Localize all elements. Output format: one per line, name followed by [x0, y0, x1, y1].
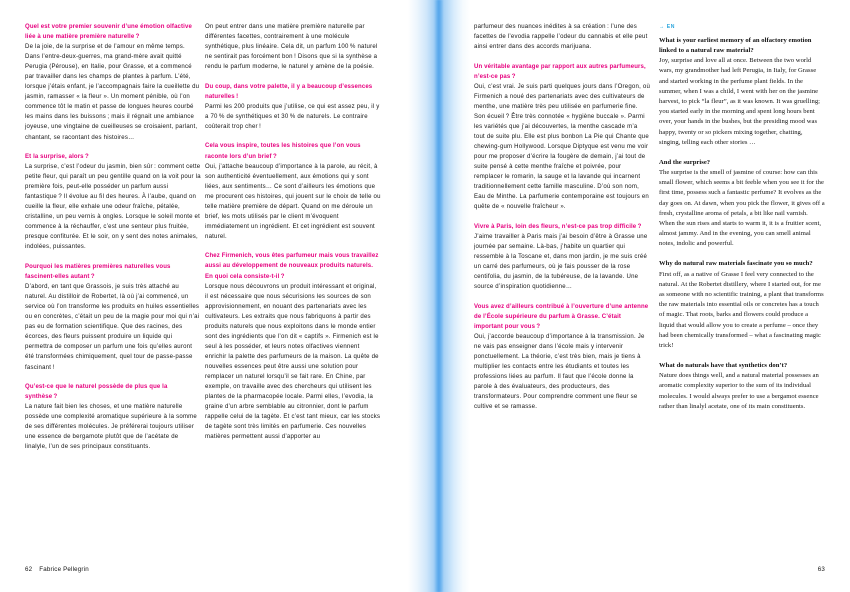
answer-text: J’aime travailler à Paris mais j’ai besoin d’être à Grasse une journée par semaine. Là-bas, j’habite un quartier qui ressemble à la Toscane et, dans mon jardin, je me suis créé un carré des parfumeurs, où je fais pousser de la rose centifolia, du jasmin, de la tubéreuse, de la lavande. Une source d’inspiration quotidienne… [474, 233, 648, 291]
answer-text-en: Joy, surprise and love all at once. Between the two world wars, my grandmother had left Perugia, in Italy, for Grasse and started working in the perfume plant fields. In the summer, when I was a child, I went with her on the jasmine harvest, to pick “la fleur”, as it was known. It was gruelling; you started early in the morning and spent long hours bent over, your hands in the bushes, but the presiding mood was happy, twenty or so pickers mixing together, chatting, singing, telling each other stories … [659, 57, 821, 146]
answer-text: Lorsque nous découvrons un produit intéressant et original, il est nécessaire que nous sécurisions les sources de son approvisionnement, en nouant des partenariats avec les cultivateurs. Les extraits que nous fabriquons à partir des produits naturels que nous exploitons dans le monde entier sont des ingrédients que l’on dit « captifs ». Firmenich est le seul à les posséder, et leurs notes olfactives viennent enrichir la palette des parfumeurs de la maison. La quête de nouvelles essences peut être aussi une solution pour remplacer un naturel lorsqu’il se fait rare. En Chine, par exemple, on travaille avec des chercheurs qui utilisent les plantes de la pharmacopée locale. Parmi elles, l’evodia, la graine d’un arbre semblable au citronnier, dont le parfum rappelle celui de la tagète. Et c’est tant mieux, car les stocks de tagète sont très limités en parfumerie. Ces nouvelles matières permettent aussi d’apporter au [205, 283, 381, 441]
english-translation-column [659, 22, 825, 422]
answer-text-en: The surprise is the smell of jasmine of course: how can this small flower, which seems a bit feeble when you see it for the first time, possess such a fantastic perfume? It evolves as the day goes on. At dawn, when you pick the flower, it gives off a fresh, crystalline aroma of petals, a bit like nail varnish. When the sun rises and starts to warm it, it is a fruitier scent, almost jammy. And in the evening, you can smell animal notes, indolic and powerful. [659, 168, 825, 248]
page-number-right: 63 [817, 566, 825, 573]
answer-text: D’abord, en tant que Grassois, je suis très attaché au naturel. Au distilloir de Robertet, là où j’ai commencé, un service où l’on transforme les produits en huiles essentielles ou en concrètes, c’était un peu de la magie pour moi qui n’ai pas eu de formation scientifique. Que des racines, des écorces, des fleurs puissent produire un liquide qui permettra de composer un parfum une fois qu’elles auront été transformées chimiquement, quel tour de passe-passe fascinant ! [25, 284, 200, 371]
french-column-1 [25, 22, 201, 452]
page-number-left: 62 [25, 566, 33, 573]
en-language-tag: → EN [659, 24, 676, 30]
answer-text: Oui, j’accorde beaucoup d’importance à la transmission. Je ne vais pas enseigner dans l’école mais y intervenir ponctuellement. La théorie, c’est très bien, mais je tiens à multiplier les contacts entre les étudiants et toutes les professions liées au parfum. Il faut que l’école donne la parole à des évaluateurs, des producteurs, des transformateurs. Pour comprendre comment une fleur se cultive et se ramasse. [474, 333, 645, 411]
qa-block [205, 251, 381, 442]
question-heading-en: And the surprise? [659, 158, 711, 166]
question-heading: Chez Firmenich, vous êtes parfumeur mais vous travaillez aussi au développement de nouveaux produits naturels. En quoi cela consiste-t-il ? [205, 253, 379, 280]
question-heading-en: What do naturals have that synthetics don’t? [659, 361, 788, 369]
question-heading: Un véritable avantage par rapport aux autres parfumeurs, n’est-ce pas ? [474, 63, 646, 80]
question-heading: Vivre à Paris, loin des fleurs, n’est-ce pas trop difficile ? [474, 223, 642, 230]
qa-block-en [659, 361, 825, 412]
qa-block [474, 302, 650, 413]
qa-block [25, 382, 201, 452]
question-heading: Quel est votre premier souvenir d’une émotion olfactive liée à une matière première naturelle ? [25, 24, 192, 41]
answer-text: La nature fait bien les choses, et une matière naturelle possède une complexité aromatique supérieure à la somme de ses différentes molécules. Je préférerai toujours utiliser une essence de bergamote plutôt que de l’acétate de linalyle, l’un de ses principaux constituants. [25, 404, 197, 451]
question-heading: Qu’est-ce que le naturel possède de plus que la synthèse ? [25, 384, 168, 401]
answer-continuation: On peut entrer dans une matière première naturelle par différentes facettes, contrairement à une molécule synthétique, plus linéaire. Cela dit, un parfum 100 % naturel ne sentirait pas forcément bon ! Disons que si la synthèse a rendu le parfum moderne, le naturel y amène de la poésie. [205, 24, 378, 71]
qa-block-en [659, 158, 825, 250]
running-head-left: Fabrice Pellegrin [39, 566, 89, 573]
question-heading: Pourquoi les matières premières naturelles vous fascinent-elles autant ? [25, 264, 171, 281]
qa-block [205, 82, 381, 132]
french-column-3 [474, 22, 650, 412]
question-heading-en: Why do natural raw materials fascinate you so much? [659, 260, 813, 268]
question-heading: Et la surprise, alors ? [25, 154, 89, 161]
qa-block [205, 141, 381, 241]
answer-text: De la joie, de la surprise et de l’amour en même temps. Dans l’entre-deux-guerres, ma grand-mère avait quitté Perugia (Pérouse), en Italie, pour Grasse, et a commencé par travailler dans les champs de plantes à parfum. L’été, lorsque j’étais enfant, je l’accompagnais faire la cueillette du jasmin, ramasser « la fleur ». Un moment pénible, où l’on commence tôt le matin et passe de longues heures courbé les mains dans les buissons ; mais il régnait une ambiance joyeuse, une vingtaine de cueilleuses se croisaient, parlant, chantant, se racontant des histoires… [25, 44, 200, 141]
qa-block [474, 62, 650, 213]
answer-text: Parmi les 200 produits que j’utilise, ce qui est assez peu, il y a 70 % de synthétiques et 30 % de naturels. Le contraire coûterait trop cher ! [205, 103, 380, 130]
qa-block [25, 262, 201, 373]
answer-text: Oui, c’est vrai. Je suis parti quelques jours dans l’Oregon, où Firmenich a noué des partenariats avec des cultivateurs de menthe, une matière très peu utilisée en parfumerie fine. Son écueil ? Être très connotée « hygiène buccale ». Parmi les variétés que j’ai découvertes, la menthe cascade m’a tout de suite plu. Elle est plus bonbon La Pie qui Chante que chewing-gum Hollywood. Lorsque Diptyque est venu me voir pour me proposer d’écrire la fougère de demain, j’ai tout de suite pensé à cette menthe fraîche et poivrée, pour remplacer le romarin, la sauge et la lavande qui incarnent traditionnellement cette famille masculine. D’où son nom, Eau de Minthe. La parfumerie contemporaine est toujours en quête de « nouvelle fraîcheur ». [474, 83, 651, 211]
qa-block [474, 222, 650, 292]
qa-block-en [659, 259, 825, 351]
question-heading: Cela vous inspire, toutes les histoires que l’on vous raconte lors d’un brief ? [205, 143, 361, 160]
folio-left [25, 566, 89, 573]
question-heading: Vous avez d’ailleurs contribué à l’ouverture d’une antenne de l’École supérieure du parfum à Grasse. C’était important pour vous ? [474, 303, 649, 330]
answer-text-en: First off, as a native of Grasse I feel very connected to the natural. At the Robertet distillery, where I started out, for me as someone with no scientific training, a plant that transforms the raw materials into essential oils or concretes has a touch of magic. That roots, barks and flowers could produce a liquid that would allow you to create a perfume – once they had been chemically transformed – what a fascinating magic trick! [659, 270, 824, 349]
qa-block [25, 22, 201, 143]
qa-block-en [659, 36, 825, 148]
qa-block [25, 152, 201, 252]
page-spine-line [434, 0, 443, 592]
answer-text: La surprise, c’est l’odeur du jasmin, bien sûr : comment cette petite fleur, qui paraît un peu gentille quand on la voit pour la première fois, peut-elle posséder un parfum aussi fantastique ? Il évolue au fil des heures. À l’aube, quand on cueille la fleur, elle exhale une odeur fraîche, pétalée, cristalline, un peu vernis à ongles. Lorsque le soleil monte et commence à la réchauffer, c’est une senteur plus fruitée, presque confiturée. Et le soir, on y sent des notes animales, indolées, puissantes. [25, 164, 201, 251]
question-heading: Du coup, dans votre palette, il y a beaucoup d’essences naturelles ! [205, 83, 373, 100]
answer-continuation: parfumeur des nuances inédites à sa création : l’une des facettes de l’evodia rappelle l’odeur du cannabis et elle peut ainsi entrer dans des accords marijuana. [474, 24, 648, 51]
answer-text: Oui, j’attache beaucoup d’importance à la parole, au récit, à son authenticité éventuellement, aux émotions qui y sont liées, aux sentiments… Ce sont d’ailleurs les émotions que me procurent ces histoires, qui jouent sur le choix de telle ou telle matière première de départ. Quand on me déroule un brief, les mots utilisés par le client m’évoquent immédiatement un ingrédient. Et cet ingrédient est souvent naturel. [205, 163, 381, 240]
french-column-2 [205, 22, 381, 442]
question-heading-en: What is your earliest memory of an olfactory emotion linked to a natural raw material? [659, 36, 812, 54]
answer-text-en: Nature does things well, and a natural material possesses an aromatic complexity superior to the sum of its individual molecules. I would always prefer to use a bergamot essence rather than linalyl acetate, one of its main constituents. [659, 372, 819, 410]
folio-right [818, 566, 825, 573]
